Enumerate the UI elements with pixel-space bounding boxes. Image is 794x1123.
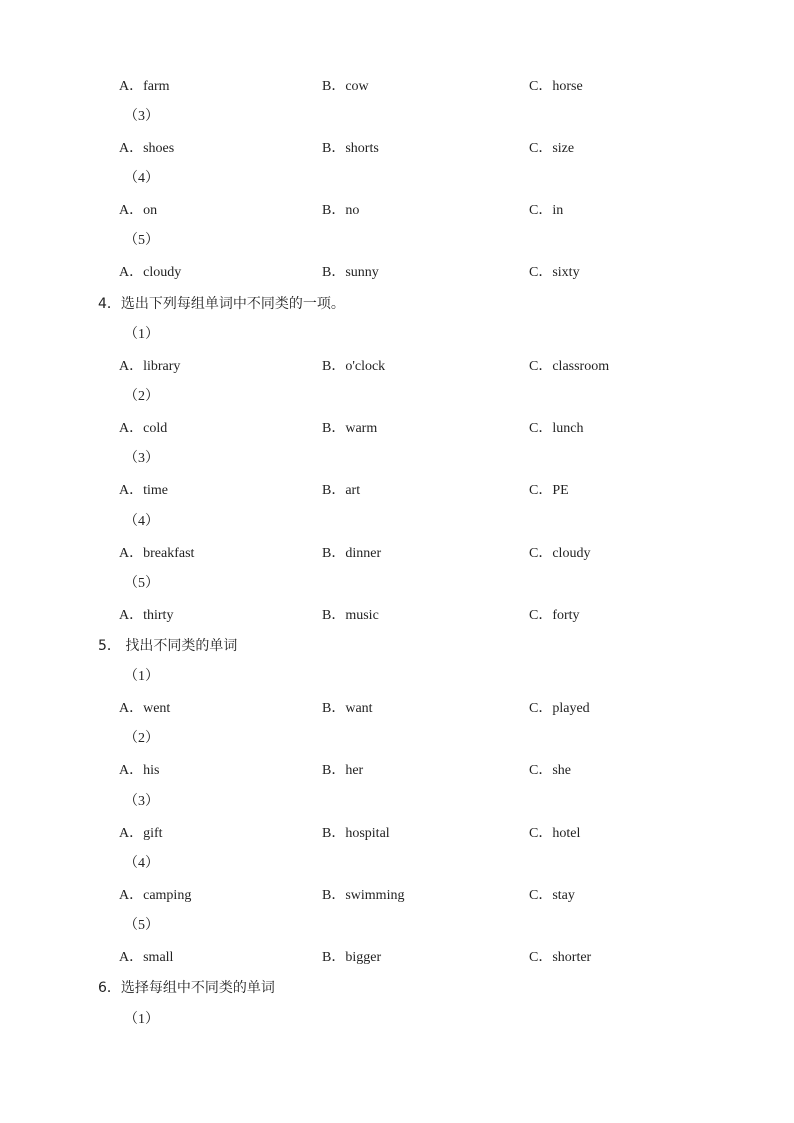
option-b: B．o'clock xyxy=(322,359,386,374)
sub-question-number: （3） xyxy=(124,794,159,809)
option-row xyxy=(0,887,794,905)
option-row xyxy=(0,358,794,376)
option-b: B．bigger xyxy=(322,950,382,965)
option-a: A．cold xyxy=(119,421,168,436)
option-a: A．breakfast xyxy=(119,546,195,561)
sub-question-number: （4） xyxy=(124,171,159,186)
option-row xyxy=(0,607,794,625)
sub-question-number: （4） xyxy=(124,856,159,871)
option-row xyxy=(0,545,794,563)
sub-question-number: （4） xyxy=(124,514,159,529)
option-b: B．cow xyxy=(322,79,369,94)
option-a: A．small xyxy=(119,950,174,965)
option-row xyxy=(0,482,794,500)
option-c: C．forty xyxy=(529,608,580,623)
option-a: A．thirty xyxy=(119,608,174,623)
option-row xyxy=(0,762,794,780)
option-b: B．her xyxy=(322,763,364,778)
sub-question-number: （5） xyxy=(124,576,159,591)
option-row xyxy=(0,700,794,718)
option-c: C．lunch xyxy=(529,421,584,436)
option-b: B．dinner xyxy=(322,546,382,561)
option-row xyxy=(0,140,794,158)
sub-question-number: （2） xyxy=(124,731,159,746)
option-b: B．warm xyxy=(322,421,378,436)
option-c: C．PE xyxy=(529,483,569,498)
sub-question-number: （3） xyxy=(124,451,159,466)
option-a: A．on xyxy=(119,203,158,218)
sub-question-number: （1） xyxy=(124,669,159,684)
option-a: A．camping xyxy=(119,888,192,903)
option-a: A．cloudy xyxy=(119,265,182,280)
option-row xyxy=(0,420,794,438)
sub-question-number: （3） xyxy=(124,109,159,124)
option-a: A．gift xyxy=(119,826,163,841)
option-c: C．size xyxy=(529,141,575,156)
option-row xyxy=(0,264,794,282)
option-c: C．played xyxy=(529,701,590,716)
option-row xyxy=(0,78,794,96)
option-a: A．library xyxy=(119,359,181,374)
option-b: B．swimming xyxy=(322,888,405,903)
option-a: A．shoes xyxy=(119,141,175,156)
option-a: A．went xyxy=(119,701,171,716)
option-c: C．she xyxy=(529,763,571,778)
option-a: A．time xyxy=(119,483,168,498)
option-c: C．in xyxy=(529,203,564,218)
option-c: C．stay xyxy=(529,888,575,903)
option-b: B．art xyxy=(322,483,361,498)
option-c: C．cloudy xyxy=(529,546,591,561)
option-c: C．shorter xyxy=(529,950,592,965)
option-b: B．music xyxy=(322,608,379,623)
option-c: C．hotel xyxy=(529,826,581,841)
sub-question-number: （2） xyxy=(124,389,159,404)
option-a: A．his xyxy=(119,763,160,778)
question-heading: 5． 找出不同类的单词 xyxy=(98,638,238,654)
sub-question-number: （1） xyxy=(124,327,159,342)
option-b: B．hospital xyxy=(322,826,390,841)
option-b: B．shorts xyxy=(322,141,379,156)
question-heading: 4．选出下列每组单词中不同类的一项。 xyxy=(98,296,345,312)
option-a: A．farm xyxy=(119,79,170,94)
option-b: B．sunny xyxy=(322,265,379,280)
option-b: B．want xyxy=(322,701,373,716)
option-row xyxy=(0,949,794,967)
option-c: C．horse xyxy=(529,79,583,94)
sub-question-number: （1） xyxy=(124,1012,159,1027)
option-row xyxy=(0,825,794,843)
option-row xyxy=(0,202,794,220)
option-b: B．no xyxy=(322,203,360,218)
sub-question-number: （5） xyxy=(124,233,159,248)
option-c: C．sixty xyxy=(529,265,580,280)
sub-question-number: （5） xyxy=(124,918,159,933)
option-c: C．classroom xyxy=(529,359,610,374)
question-heading: 6．选择每组中不同类的单词 xyxy=(98,980,275,996)
